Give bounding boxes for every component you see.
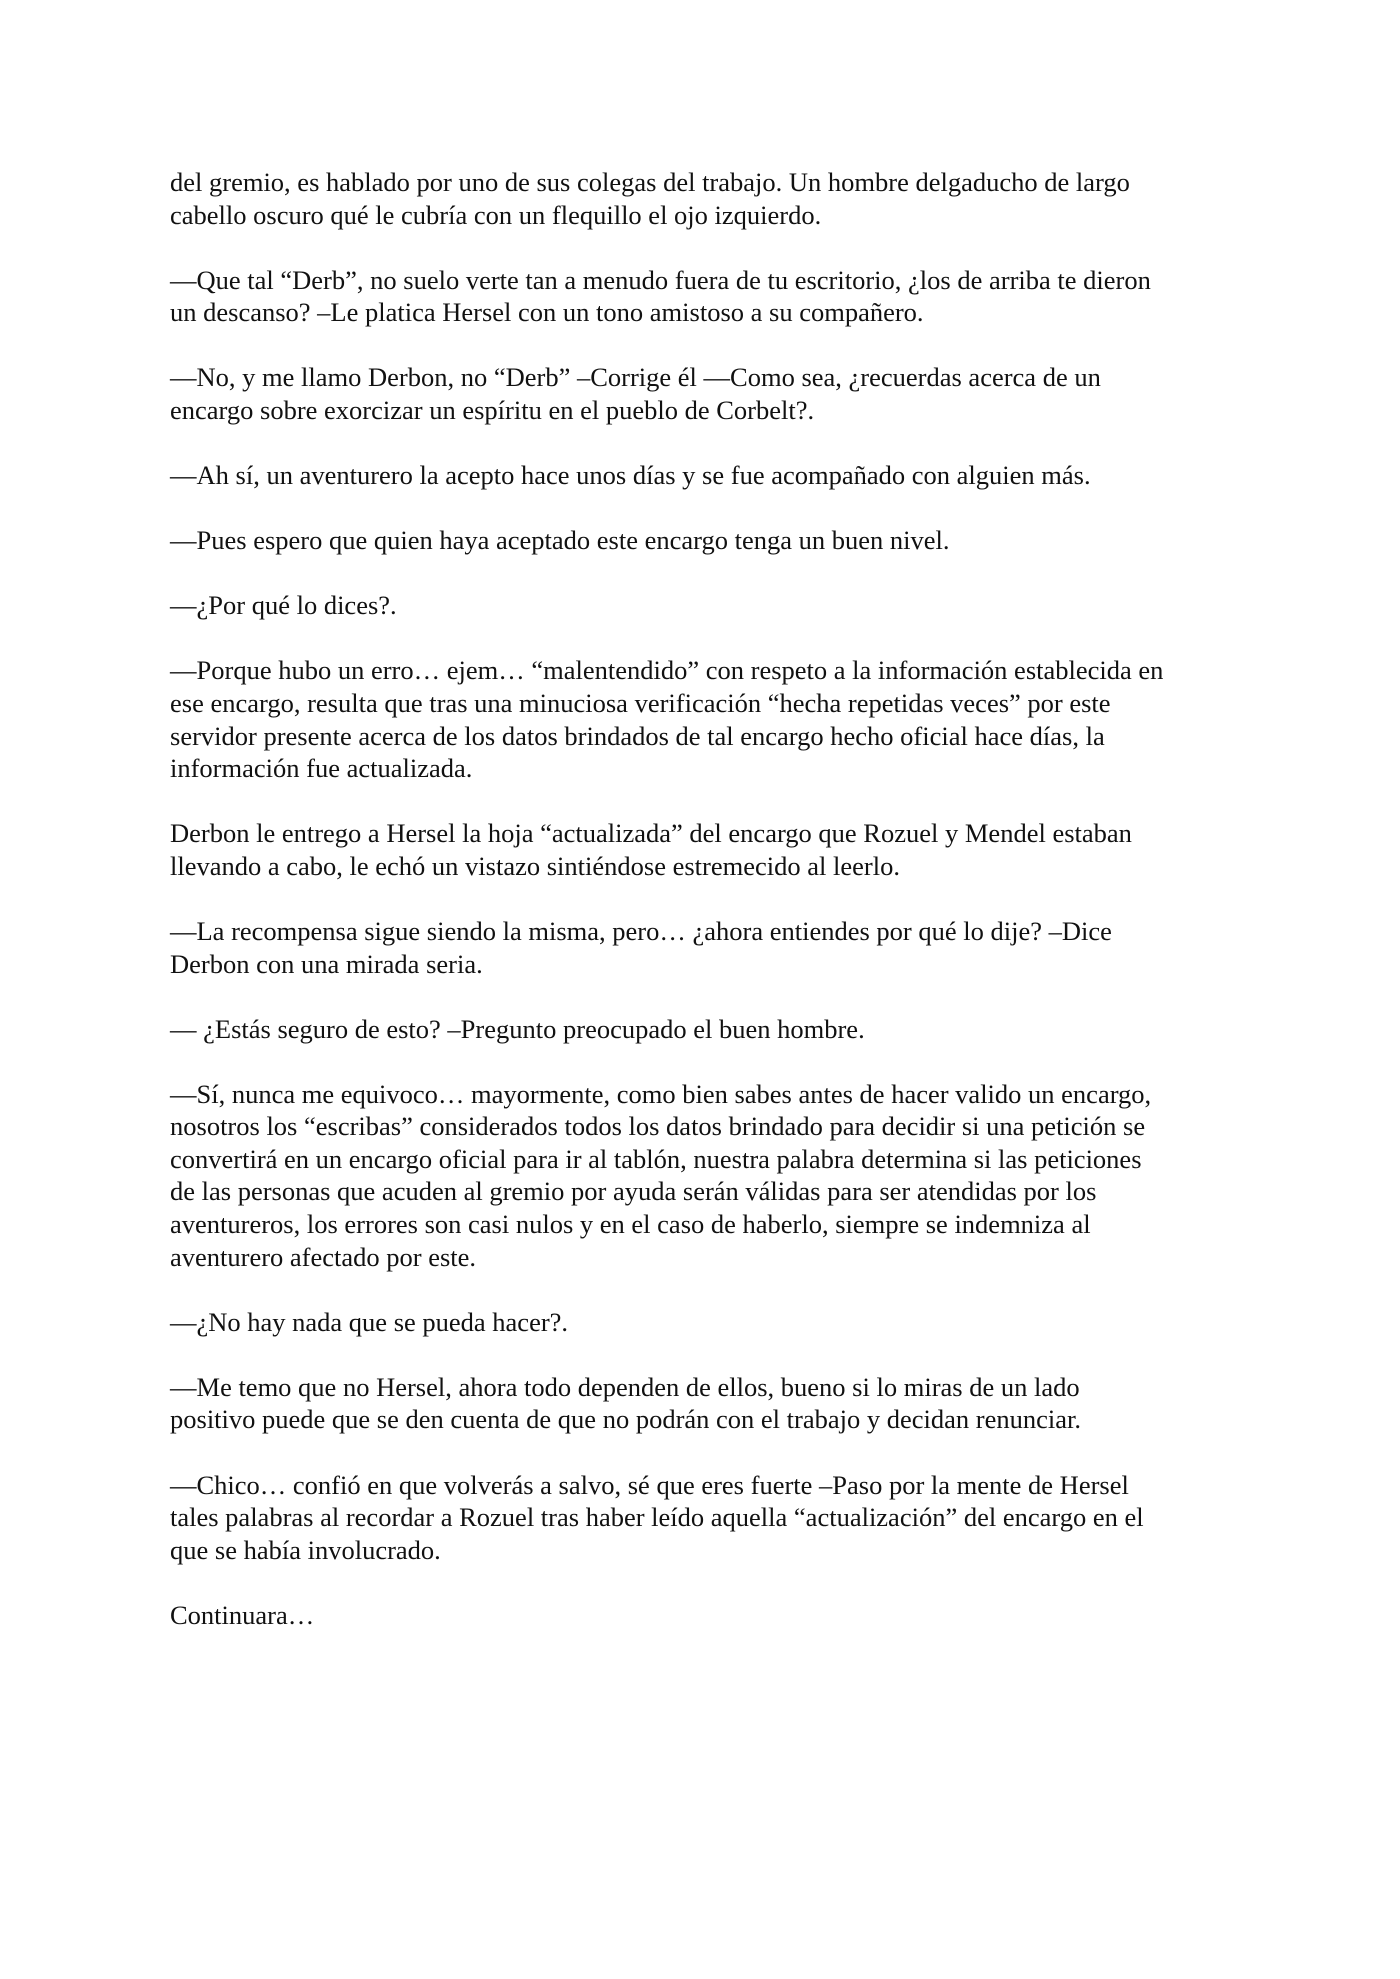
paragraph: —Porque hubo un erro… ejem… “malentendido” con respeto a la información establecida en ese encargo, resulta que tras una minuciosa verificación “hecha repetidas veces” por este servidor presente acerca de los datos brindados de tal encargo hecho oficial hace días, la información fue actualizada. <box>170 655 1164 784</box>
document-body <box>170 166 1235 1664</box>
paragraph: —La recompensa sigue siendo la misma, pero… ¿ahora entiendes por qué lo dije? –Dice Derbon con una mirada seria. <box>170 915 1112 979</box>
closing-line: Continuara… <box>170 1599 315 1630</box>
paragraph: —Ah sí, un aventurero la acepto hace unos días y se fue acompañado con alguien más. <box>170 460 1091 491</box>
paragraph: — ¿Estás seguro de esto? –Pregunto preocupado el buen hombre. <box>170 1013 865 1044</box>
paragraph: del gremio, es hablado por uno de sus colegas del trabajo. Un hombre delgaducho de largo cabello oscuro qué le cubría con un flequillo el ojo izquierdo. <box>170 167 1130 230</box>
paragraph: —¿Por qué lo dices?. <box>170 590 397 621</box>
paragraph: —Chico… confió en que volverás a salvo, sé que eres fuerte –Paso por la mente de Hersel tales palabras al recordar a Rozuel tras haber leído aquella “actualización” del encargo en el que se había involucrado. <box>170 1469 1144 1565</box>
paragraph: —Pues espero que quien haya aceptado este encargo tenga un buen nivel. <box>170 525 950 556</box>
paragraph: —Sí, nunca me equivoco… mayormente, como bien sabes antes de hacer valido un encargo, nosotros los “escribas” considerados todos los datos brindado para decidir si una petición se convertirá en un encargo oficial para ir al tablón, nuestra palabra determina si las peticiones de las personas que acuden al gremio por ayuda serán válidas para ser atendidas por los aventureros, los errores son casi nulos y en el caso de haberlo, siempre se indemniza al aventurero afectado por este. <box>170 1078 1152 1272</box>
paragraph: —¿No hay nada que se pueda hacer?. <box>170 1306 569 1337</box>
paragraph: —Que tal “Derb”, no suelo verte tan a menudo fuera de tu escritorio, ¿los de arriba te dieron un descanso? –Le platica Hersel con un tono amistoso a su compañero. <box>170 264 1151 328</box>
paragraph: —Me temo que no Hersel, ahora todo dependen de ellos, bueno si lo miras de un lado positivo puede que se den cuenta de que no podrán con el trabajo y decidan renunciar. <box>170 1371 1081 1435</box>
paragraph: —No, y me llamo Derbon, no “Derb” –Corrige él —Como sea, ¿recuerdas acerca de un encargo sobre exorcizar un espíritu en el pueblo de Corbelt?. <box>170 362 1101 425</box>
paragraph: Derbon le entrego a Hersel la hoja “actualizada” del encargo que Rozuel y Mendel estaban llevando a cabo, le echó un vistazo sintiéndose estremecido al leerlo. <box>170 818 1132 881</box>
